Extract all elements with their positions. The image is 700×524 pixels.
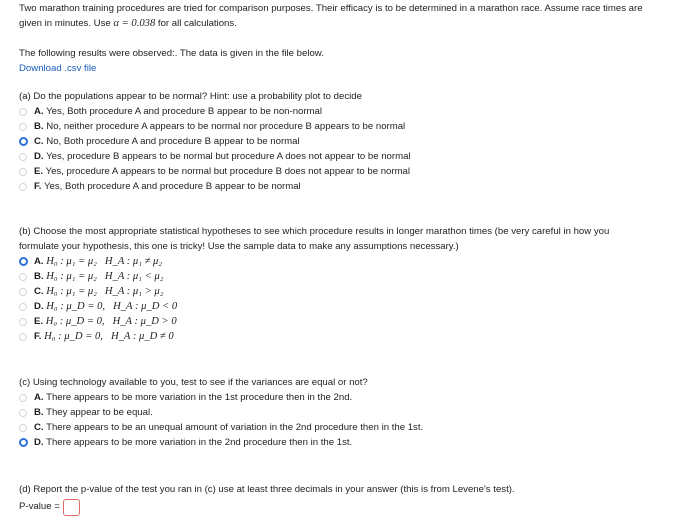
part-a-option-f[interactable]: F. Yes, Both procedure A and procedure B appear to be normal xyxy=(19,179,685,194)
ha-expression: H_A : μ₁ > μ₂ xyxy=(104,286,164,297)
part-a-option-b[interactable]: B. No, neither procedure A appears to be normal nor procedure B appears to be normal xyxy=(19,119,685,134)
h0-expression: H₀ : μ₁ = μ₂ xyxy=(46,271,97,282)
part-a-question: (a) Do the populations appear to be normal? Hint: use a probability plot to decide xyxy=(19,91,362,102)
radio-button-selected[interactable] xyxy=(19,137,28,146)
part-a-option-a[interactable]: A. Yes, Both procedure A and procedure B appear to be non-normal xyxy=(19,104,685,119)
part-c-option-a[interactable]: A. There appears to be more variation in the 1st procedure then in the 2nd. xyxy=(19,390,685,405)
part-d-question: (d) Report the p-value of the test you ran in (c) use at least three decimals in your answer (this is from Levene's test). xyxy=(19,484,515,495)
h0-expression: H₀ : μ₁ = μ₂ xyxy=(46,256,97,267)
part-c-option-b[interactable]: B. They appear to be equal. xyxy=(19,405,685,420)
part-c-question: (c) Using technology available to you, test to see if the variances are equal or not? xyxy=(19,377,368,388)
h0-expression: H₀ : μ_D = 0, xyxy=(46,301,106,312)
part-d-section xyxy=(19,482,685,515)
radio-button[interactable] xyxy=(19,318,27,326)
radio-button[interactable] xyxy=(19,168,27,176)
alpha-symbol: α xyxy=(113,18,119,29)
ha-expression: H_A : μ_D < 0 xyxy=(113,301,178,312)
radio-button[interactable] xyxy=(19,153,27,161)
part-b-option-d[interactable]: D. H₀ : μ_D = 0, H_A : μ_D < 0 xyxy=(19,299,685,314)
h0-expression: H₀ : μ₁ = μ₂ xyxy=(46,286,97,297)
radio-button[interactable] xyxy=(19,424,27,432)
part-c-option-c[interactable]: C. There appears to be an unequal amount of variation in the 2nd procedure then in the 1st. xyxy=(19,420,685,435)
download-csv-link[interactable]: Download .csv file xyxy=(19,63,97,74)
intro-section xyxy=(19,1,685,76)
radio-button-selected[interactable] xyxy=(19,257,28,266)
part-b-option-a[interactable]: A. H₀ : μ₁ = μ₂ H_A : μ₁ ≠ μ₂ xyxy=(19,254,685,269)
radio-button-selected[interactable] xyxy=(19,438,28,447)
radio-button[interactable] xyxy=(19,123,27,131)
radio-button[interactable] xyxy=(19,288,27,296)
p-value-input[interactable] xyxy=(63,499,80,516)
part-b-option-b[interactable]: B. H₀ : μ₁ = μ₂ H_A : μ₁ < μ₂ xyxy=(19,269,685,284)
ha-expression: H_A : μ_D > 0 xyxy=(112,316,177,327)
part-a-option-d[interactable]: D. Yes, procedure B appears to be normal but procedure A does not appear to be normal xyxy=(19,149,685,164)
radio-button[interactable] xyxy=(19,108,27,116)
p-value-label: P-value = xyxy=(19,501,60,512)
alpha-value: 0.038 xyxy=(131,18,156,29)
radio-button[interactable] xyxy=(19,333,27,341)
ha-expression: H_A : μ_D ≠ 0 xyxy=(110,331,174,342)
ha-expression: H_A : μ₁ < μ₂ xyxy=(104,271,164,282)
part-b-option-c[interactable]: C. H₀ : μ₁ = μ₂ H_A : μ₁ > μ₂ xyxy=(19,284,685,299)
part-b-question-line-1: (b) Choose the most appropriate statistical hypotheses to see which procedure results in longer marathon times (be very careful in how you xyxy=(19,226,610,237)
radio-button[interactable] xyxy=(19,183,27,191)
intro-line-1: Two marathon training procedures are tried for comparison purposes. Their efficacy is to be determined in a marathon race. Assume race times are xyxy=(19,3,643,14)
part-c-section xyxy=(19,375,685,450)
h0-expression: H₀ : μ_D = 0, xyxy=(44,331,103,342)
radio-button[interactable] xyxy=(19,273,27,281)
part-b-option-e[interactable]: E. H₀ : μ_D = 0, H_A : μ_D > 0 xyxy=(19,314,685,329)
radio-button[interactable] xyxy=(19,394,27,402)
part-a-option-c[interactable]: C. No, Both procedure A and procedure B appear to be normal xyxy=(19,134,685,149)
radio-button[interactable] xyxy=(19,303,27,311)
h0-expression: H₀ : μ_D = 0, xyxy=(45,316,105,327)
part-a-option-e[interactable]: E. Yes, procedure A appears to be normal but procedure B does not appear to be normal xyxy=(19,164,685,179)
part-b-section xyxy=(19,224,685,344)
part-b-option-f[interactable]: F. H₀ : μ_D = 0, H_A : μ_D ≠ 0 xyxy=(19,329,685,344)
part-a-section xyxy=(19,89,685,194)
radio-button[interactable] xyxy=(19,409,27,417)
ha-expression: H_A : μ₁ ≠ μ₂ xyxy=(104,256,163,267)
part-b-question-line-2: formulate your hypothesis, this one is tricky! Use the sample data to make any assumptions necessary.) xyxy=(19,241,459,252)
intro-line-2: given in minutes. Use α = 0.038 for all calculations. xyxy=(19,18,237,29)
observed-text: The following results were observed:. The data is given in the file below. xyxy=(19,48,324,59)
part-c-option-d[interactable]: D. There appears to be more variation in the 2nd procedure then in the 1st. xyxy=(19,435,685,450)
